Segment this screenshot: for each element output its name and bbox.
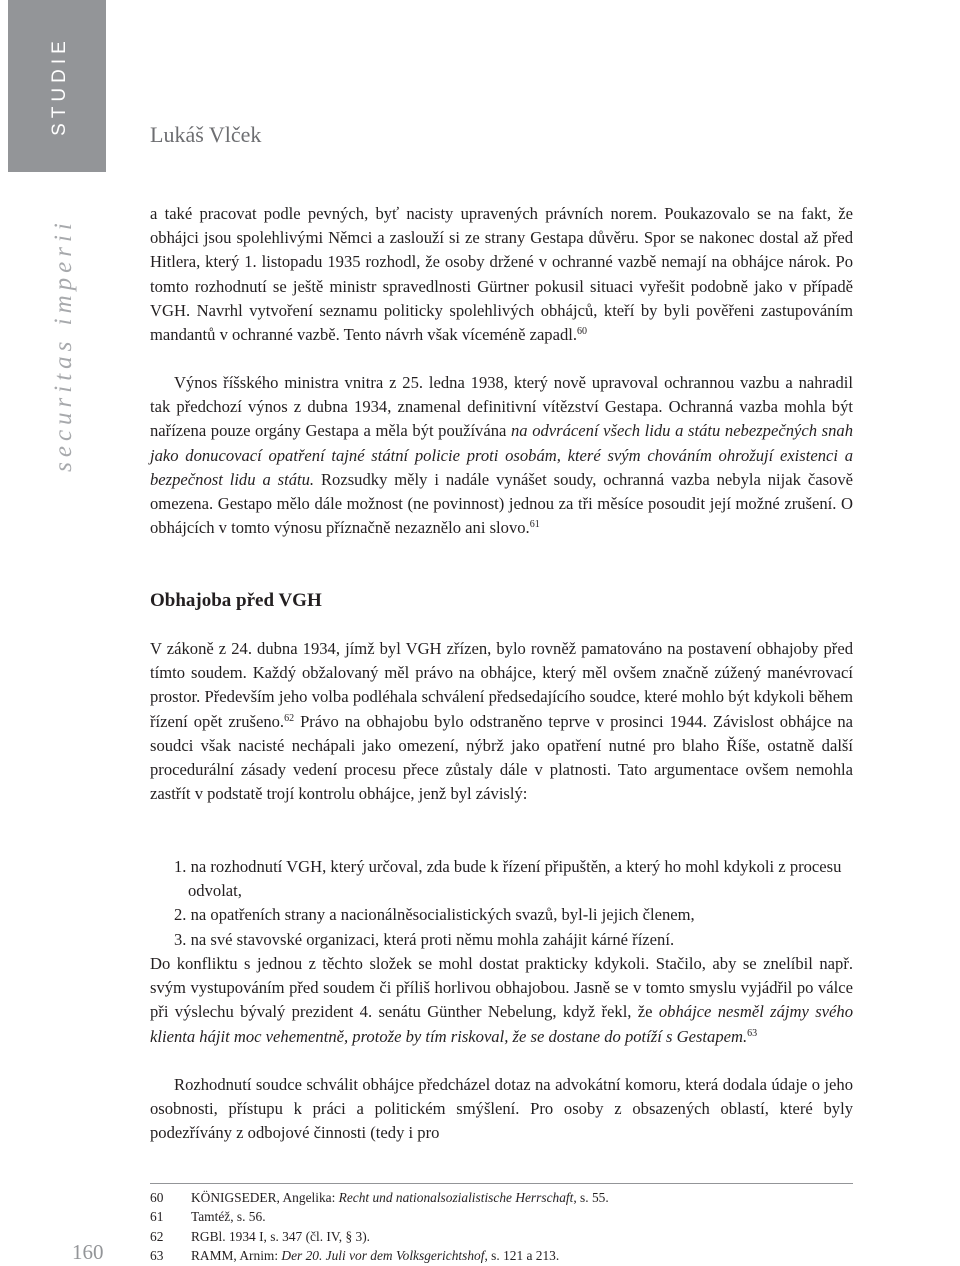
footnote-ref: 63 bbox=[747, 1027, 758, 1039]
footnote-62 bbox=[150, 1227, 870, 1246]
footnote-ref: 60 bbox=[577, 326, 588, 338]
list-item: 2. na opatřeních strany a nacionálněsocialistických svazů, byl-li jejich členem, bbox=[174, 905, 695, 925]
dependency-list bbox=[174, 855, 864, 952]
footnote-text: KÖNIGSEDER, Angelika: Recht und nationalsozialistische Herrschaft, s. 55. bbox=[191, 1190, 609, 1205]
footnote-text: Tamtéž, s. 56. bbox=[191, 1209, 266, 1225]
author-name: Lukáš Vlček bbox=[150, 122, 262, 147]
footnote-number: 63 bbox=[150, 1247, 164, 1263]
section-heading: Obhajoba před VGH bbox=[150, 590, 322, 611]
paragraph-5: Rozhodnutí soudce schválit obhájce předcházel dotaz na advokátní komoru, která dodala údaje o jeho osobnosti, přístupu k práci a politickém smýšlení. Pro osoby z obsazených oblastí, které byly podezřívány z odbojové činnosti (tedy i pro bbox=[150, 1075, 853, 1143]
emphasis: na odvrácení všech lidu a státu nebezpečných snah jako donucovací opatření tajné státní policie proti osobám, které svým chováním ohrožují existenci a bezpečnost lidu a státu. bbox=[150, 421, 853, 489]
footnotes bbox=[150, 1188, 870, 1265]
list-item: 1. na rozhodnutí VGH, který určoval, zda bude k řízení připuštěn, a který ho mohl kdykoli z procesu odvolat, bbox=[174, 857, 842, 901]
emphasis: Der 20. Juli vor dem Volksgerichtshof bbox=[281, 1247, 485, 1263]
emphasis: obhájce nesměl zájmy svého klienta hájit moc vehementně, protože by tím riskoval, že se dostane do potíží s Gestapem. bbox=[150, 1002, 853, 1046]
journal-name: securitas imperii bbox=[50, 218, 77, 472]
footnote-60 bbox=[150, 1188, 870, 1207]
page-number: 160 bbox=[72, 1240, 104, 1264]
footnote-ref: 62 bbox=[284, 712, 295, 724]
footnote-number: 62 bbox=[150, 1228, 164, 1244]
list-item: 3. na své stavovské organizaci, která proti němu mohla zahájit kárné řízení. bbox=[174, 929, 675, 949]
paragraph-4: Do konfliktu s jednou z těchto složek se mohl dostat prakticky kdykoli. Stačilo, aby se znelíbil např. svým vystupováním před soudem či příliš horlivou obhajobou. Jasně se v tomto smyslu vyjádřil po válce při výslechu bývalý prezident 4. senátu Günther Nebelung, když řekl, že obhájce nesměl zájmy svého klienta hájit moc vehementně, protože by tím riskoval, že se dostane do potíží s Gestapem.$^{63}$ bbox=[150, 954, 853, 1046]
footnote-text: RGBl. 1934 I, s. 347 (čl. IV, § 3). bbox=[191, 1228, 371, 1244]
paragraph-3: V zákoně z 24. dubna 1934, jímž byl VGH zřízen, bylo rovněž pamatováno na postavení obhajoby před tímto soudem. Každý obžalovaný měl právo na obhájce, který měl ovšem značně zúžený manévrovací prostor. Především jeho volba podléhala schválení předsedajícího soudce, které mohlo být kdykoli během řízení opět zrušeno.$^{62}$ Právo na obhajobu bylo odstraněno teprve v prosinci 1944. Závislost obhájce na soudci však nacisté nechápali jako omezení, nýbrž jako opatření nutné pro blaho Říše, ostatně další procedurální zásady vedení procesu přece zůstaly dále v platnosti. Tato argumentace ovšem nemohla zastřít v podstatě trojí kontrolu obhájce, jenž byl závislý: bbox=[150, 639, 853, 804]
footnote-number: 60 bbox=[150, 1190, 164, 1205]
footnote-63 bbox=[150, 1246, 870, 1265]
paragraph-1: a také pracovat podle pevných, byť nacisty upravených právních norem. Poukazovalo se na fakt, že obhájci jsou spolehlivými Němci a zaslouží si ze strany Gestapa důvěru. Spor se nakonec dostal až před Hitlera, který 1. listopadu 1935 rozhodl, že osoby držené v ochranné vazbě nemají na obhájce nárok. Po tomto rozhodnutí se ještě ministr spravedlnosti Gürtner pokusil situaci vyřešit podobně jako v případě VGH. Navrhl vytvoření seznamu politicky spolehlivých obhájců, kteří by byli pověřeni zastupováním mandantů v ochranné vazbě. Tento návrh však víceméně zapadl.$^{60}$ bbox=[150, 204, 853, 345]
emphasis: Recht und nationalsozialistische Herrschaft bbox=[338, 1190, 574, 1205]
footnote-61 bbox=[150, 1207, 870, 1226]
footnote-ref: 61 bbox=[529, 519, 540, 531]
section-tab bbox=[8, 0, 106, 172]
section-tab-label: STUDIE bbox=[49, 36, 70, 136]
footnote-text: RAMM, Arnim: Der 20. Juli vor dem Volksgerichtshof, s. 121 a 213. bbox=[191, 1247, 560, 1263]
paragraph-2: Výnos říšského ministra vnitra z 25. ledna 1938, který nově upravoval ochrannou vazbu a nahradil tak předchozí výnos z dubna 1934, znamenal definitivní vítězství Gestapa. Ochranná vazba mohla být nařízena pouze orgány Gestapa a měla být používána na odvrácení všech lidu a státu nebezpečných snah jako donucovací opatření tajné státní policie proti osobám, které svým chováním ohrožují existenci a bezpečnost lidu a státu. Rozsudky měly i nadále vynášet soudy, ochranná vazba nebyla nijak časově omezena. Gestapo mělo dále možnost (ne povinnost) jednou za tři měsíce posoudit její možné zrušení. O obhájcích v tomto výnosu příznačně nezaznělo ani slovo.$^{61}$ bbox=[150, 373, 853, 538]
footnote-divider bbox=[150, 1183, 853, 1184]
footnote-number: 61 bbox=[150, 1209, 164, 1225]
